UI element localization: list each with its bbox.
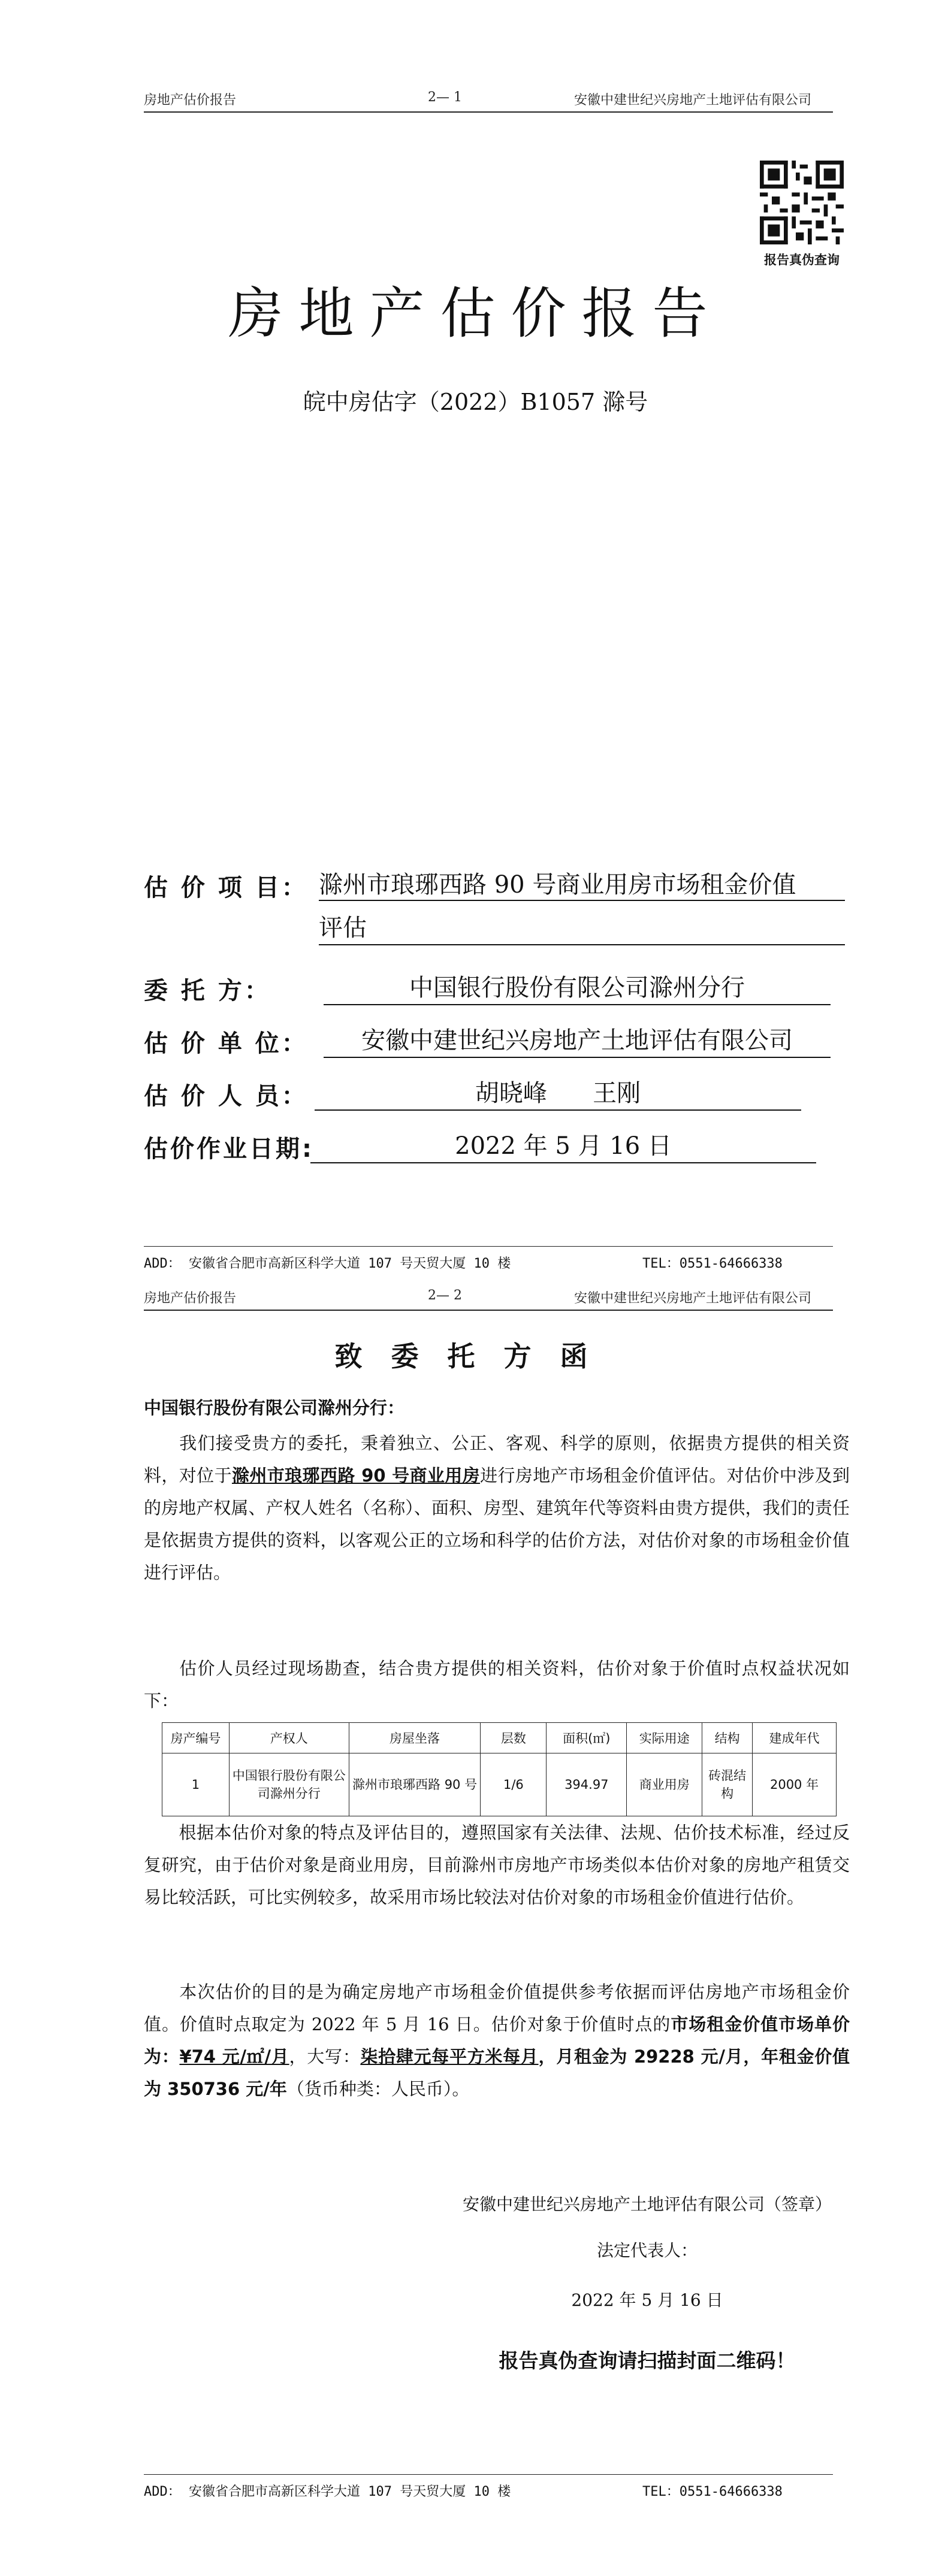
p4-market-unit-label: 市场租金价值市场单价为： bbox=[144, 2014, 850, 2067]
signature-date: 2022 年 5 月 16 日 bbox=[571, 2290, 723, 2310]
table-header-cell: 实际用途 bbox=[627, 1723, 702, 1753]
signature-representative: 法定代表人： bbox=[596, 2241, 698, 2260]
header-right: 安徽中建世纪兴房地产土地评估有限公司 bbox=[574, 93, 812, 108]
property-table bbox=[162, 1722, 837, 1816]
field-value bbox=[319, 869, 845, 901]
field-value: 胡晓峰 王刚 bbox=[315, 1077, 801, 1111]
report-title: 房地产估价报告 bbox=[228, 282, 723, 346]
footer-tel: TEL：0551-64666338 bbox=[642, 2484, 783, 2499]
table-cell: 2000 年 bbox=[753, 1753, 837, 1816]
signature-company: 安徽中建世纪兴房地产土地评估有限公司（签章） bbox=[462, 2194, 832, 2214]
header-right: 安徽中建世纪兴房地产土地评估有限公司 bbox=[574, 1291, 812, 1306]
p1-text-a: 我们接受贵方的委托，秉着独立、公正、客观、科学的原则，依据贵方提供的相关资料，对位于 bbox=[144, 1433, 850, 1486]
table-cell: 394.97 bbox=[547, 1753, 627, 1816]
p4-text-a: 本次估价的目的是为确定房地产市场租金价值提供参考依据而评估房地产市场租金价值。价值时点取定为 2022 年 5 月 16 日。估价对象于价值时点的 bbox=[144, 1982, 850, 2034]
header-page-number: 2— 2 bbox=[428, 1288, 462, 1303]
p1-property-address: 滁州市琅琊西路 90 号商业用房 bbox=[231, 1465, 481, 1486]
header-left: 房地产估价报告 bbox=[144, 1291, 237, 1306]
header-page-number: 2— 1 bbox=[428, 90, 462, 105]
p3-text: 根据本估价对象的特点及评估目的，遵照国家有关法律、法规、估价技术标准，经过反复研究，由于估价对象是商业用房，目前滁州市房地产市场类似本估价对象的房地产租赁交易比较活跃，可比实例较多，故采用市场比较法对估价对象的市场租金价值进行估价。 bbox=[144, 1822, 850, 1907]
table-row bbox=[162, 1753, 837, 1816]
table-cell: 1 bbox=[162, 1753, 230, 1816]
paragraph-2 bbox=[144, 1652, 850, 1717]
field-label: 估价作业日期: bbox=[144, 1135, 314, 1163]
qr-caption: 报告真伪查询 bbox=[764, 253, 840, 267]
field-value: 中国银行股份有限公司滁州分行 bbox=[324, 972, 831, 1005]
table-cell: 砖混结构 bbox=[702, 1753, 753, 1816]
letter-title: 致委托方函 bbox=[334, 1340, 617, 1372]
table-cell: 滁州市琅琊西路 90 号 bbox=[349, 1753, 481, 1816]
table-header-cell: 建成年代 bbox=[753, 1723, 837, 1753]
p4-text-d: ，大写： bbox=[289, 2046, 361, 2067]
p1-text-c: 进行房地产市场租金价值评估。对估价中涉及到的房地产权属、产权人姓名（名称）、面积、房型、建筑年代等资料由贵方提供，我们的责任是依据贵方提供的资料，以客观公正的立场和科学的估价方法，对估价对象的市场租金价值进行评估。 bbox=[144, 1465, 850, 1583]
project-line2: 评估 bbox=[319, 912, 845, 945]
p2-text: 估价人员经过现场勘查，结合贵方提供的相关资料，估价对象于价值时点权益状况如下： bbox=[144, 1658, 850, 1711]
header-rule bbox=[144, 111, 833, 113]
paragraph-1 bbox=[144, 1427, 850, 1589]
qr-code-icon[interactable] bbox=[760, 161, 844, 244]
table-header-cell: 面积(㎡) bbox=[547, 1723, 627, 1753]
table-header-cell: 产权人 bbox=[229, 1723, 349, 1753]
field-label: 估 价 单 位： bbox=[144, 1030, 308, 1057]
p4-unit-price: ¥74 元/㎡/月 bbox=[179, 2046, 289, 2067]
p4-unit-price-words: 柒拾肆元每平方米每月 bbox=[360, 2046, 539, 2067]
paragraph-3 bbox=[144, 1816, 850, 1913]
addressee: 中国银行股份有限公司滁州分行： bbox=[144, 1398, 405, 1418]
verification-note: 报告真伪查询请扫描封面二维码！ bbox=[499, 2349, 796, 2372]
table-header-cell: 结构 bbox=[702, 1723, 753, 1753]
field-value: 安徽中建世纪兴房地产土地评估有限公司 bbox=[324, 1024, 831, 1058]
table-header-row bbox=[162, 1723, 837, 1753]
footer-rule bbox=[144, 1246, 833, 1247]
project-line1: 滁州市琅琊西路 90 号商业用房市场租金价值 bbox=[319, 869, 845, 901]
field-label: 估 价 人 员： bbox=[144, 1083, 308, 1110]
table-cell: 中国银行股份有限公司滁州分行 bbox=[229, 1753, 349, 1816]
field-value: 2022 年 5 月 16 日 bbox=[310, 1130, 816, 1163]
footer-address: ADD： 安徽省合肥市高新区科学大道 107 号天贸大厦 10 楼 bbox=[144, 1256, 511, 1271]
table-header-cell: 房屋坐落 bbox=[349, 1723, 481, 1753]
footer-rule bbox=[144, 2474, 833, 2475]
field-label: 委 托 方： bbox=[144, 977, 271, 1005]
paragraph-4 bbox=[144, 1976, 850, 2105]
report-number: 皖中房估字（2022）B1057 滁号 bbox=[303, 389, 648, 415]
p4-currency: （货币种类：人民币）。 bbox=[286, 2079, 470, 2099]
footer-address: ADD： 安徽省合肥市高新区科学大道 107 号天贸大厦 10 楼 bbox=[144, 2484, 511, 2499]
p4-rent-totals: ，月租金为 29228 元/月，年租金价值为 350736 元/年 bbox=[144, 2046, 850, 2099]
table-cell: 1/6 bbox=[481, 1753, 547, 1816]
table-cell: 商业用房 bbox=[627, 1753, 702, 1816]
table-header-cell: 层数 bbox=[481, 1723, 547, 1753]
header-left: 房地产估价报告 bbox=[144, 93, 237, 108]
header-rule bbox=[144, 1310, 833, 1311]
table-header-cell: 房产编号 bbox=[162, 1723, 230, 1753]
field-label: 估 价 项 目： bbox=[144, 874, 308, 902]
footer-tel: TEL：0551-64666338 bbox=[642, 1256, 783, 1271]
